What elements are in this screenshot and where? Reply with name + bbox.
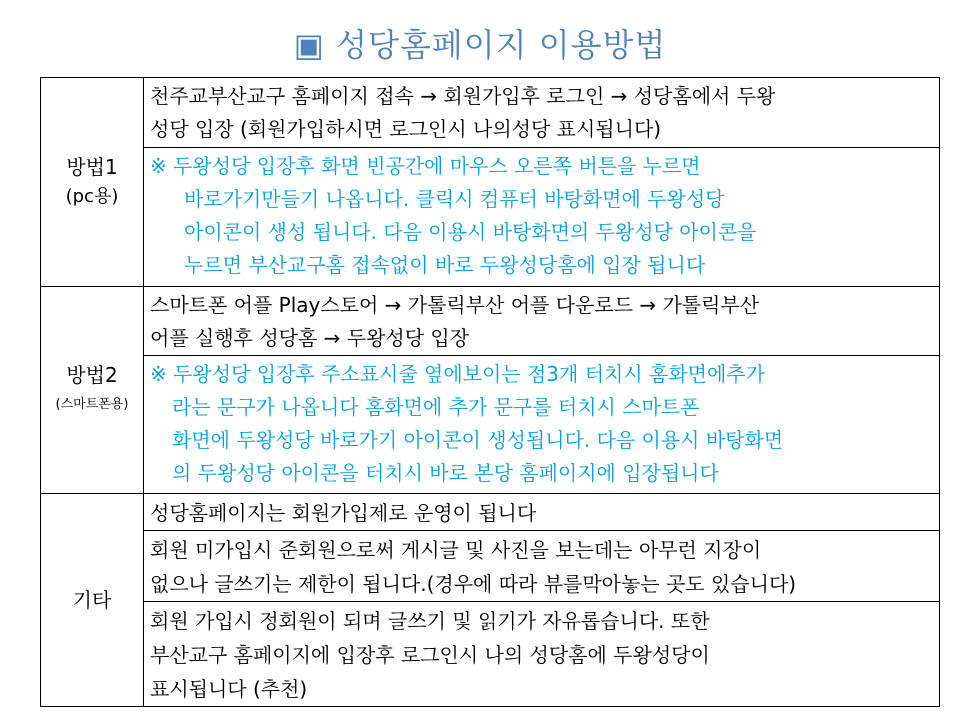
method2-label-cell [41,287,144,494]
misc-line: 성당홈페이지는 회원가입제로 운영이 됩니다 [150,501,537,525]
method2-steps-row [41,287,940,356]
misc-row-1 [41,494,940,531]
method1-note-line: 누르면 부산교구홈 접속없이 바로 두왕성당홈에 입장 됩니다 [184,253,706,277]
method1-step-line: 성당 입장 (회원가입하시면 로그인시 나의성당 표시됩니다) [150,117,662,141]
method2-step-line: 어플 실행후 성당홈 → 두왕성당 입장 [150,326,470,350]
method1-sublabel: (pc용) [65,186,119,207]
method1-steps-row [41,78,940,148]
method2-steps-cell [144,287,940,356]
misc-line: 회원 가입시 정회원이 되며 글쓰기 및 읽기가 자유롭습니다. 또한 [150,609,710,633]
method1-step-line: 천주교부산교구 홈페이지 접속 → 회원가입후 로그인 → 성당홈에서 두왕 [150,84,776,108]
misc-line: 표시됩니다 (추천) [150,677,308,701]
method2-note-line: ※ 두왕성당 입장후 주소표시줄 옆에보이는 점3개 터치시 홈화면에추가 [150,362,765,386]
misc-cell-3 [144,602,940,707]
method1-steps-cell [144,78,940,148]
method1-note-row [41,148,940,287]
misc-label-cell [41,494,144,707]
misc-line: 부산교구 홈페이지에 입장후 로그인시 나의 성당홈에 두왕성당이 [150,643,710,667]
method1-label: 방법1 [66,155,118,179]
misc-cell-2 [144,531,940,602]
method2-sublabel: (스마트폰용) [55,397,129,412]
method2-label: 방법2 [66,363,118,387]
method1-note-cell [144,148,940,287]
method1-note-line: 아이콘이 생성 됩니다. 다음 이용시 바탕화면의 두왕성당 아이콘을 [184,220,757,244]
method1-note-line: 바로가기만들기 나옵니다. 클릭시 컴퓨터 바탕화면에 두왕성당 [184,187,725,211]
method2-note-cell [144,356,940,494]
method2-note-line: 화면에 두왕성당 바로가기 아이콘이 생성됩니다. 다음 이용시 바탕화면 [172,428,784,452]
guide-table [40,77,940,707]
method2-step-line: 스마트폰 어플 Play스토어 → 가톨릭부산 어플 다운로드 → 가톨릭부산 [150,293,760,317]
misc-line: 회원 미가입시 준회원으로써 게시글 및 사진을 보는데는 아무런 지장이 [150,538,762,562]
misc-cell-1 [144,494,940,531]
page-title: ▣ 성당홈페이지 이용방법 [293,26,667,64]
misc-line: 없으나 글쓰기는 제한이 됩니다.(경우에 따라 뷰를막아놓는 곳도 있습니다) [150,572,797,596]
method2-note-line: 라는 문구가 나옵니다 홈화면에 추가 문구를 터치시 스마트폰 [172,395,700,419]
method1-note-line: ※ 두왕성당 입장후 화면 빈공간에 마우스 오른쪽 버튼을 누르면 [150,154,701,178]
method2-note-line: 의 두왕성당 아이콘을 터치시 바로 본당 홈페이지에 입장됩니다 [172,461,719,485]
misc-row-2 [41,531,940,602]
method2-note-row [41,356,940,494]
method1-label-cell [41,78,144,287]
misc-row-3 [41,602,940,707]
misc-label: 기타 [72,588,112,612]
